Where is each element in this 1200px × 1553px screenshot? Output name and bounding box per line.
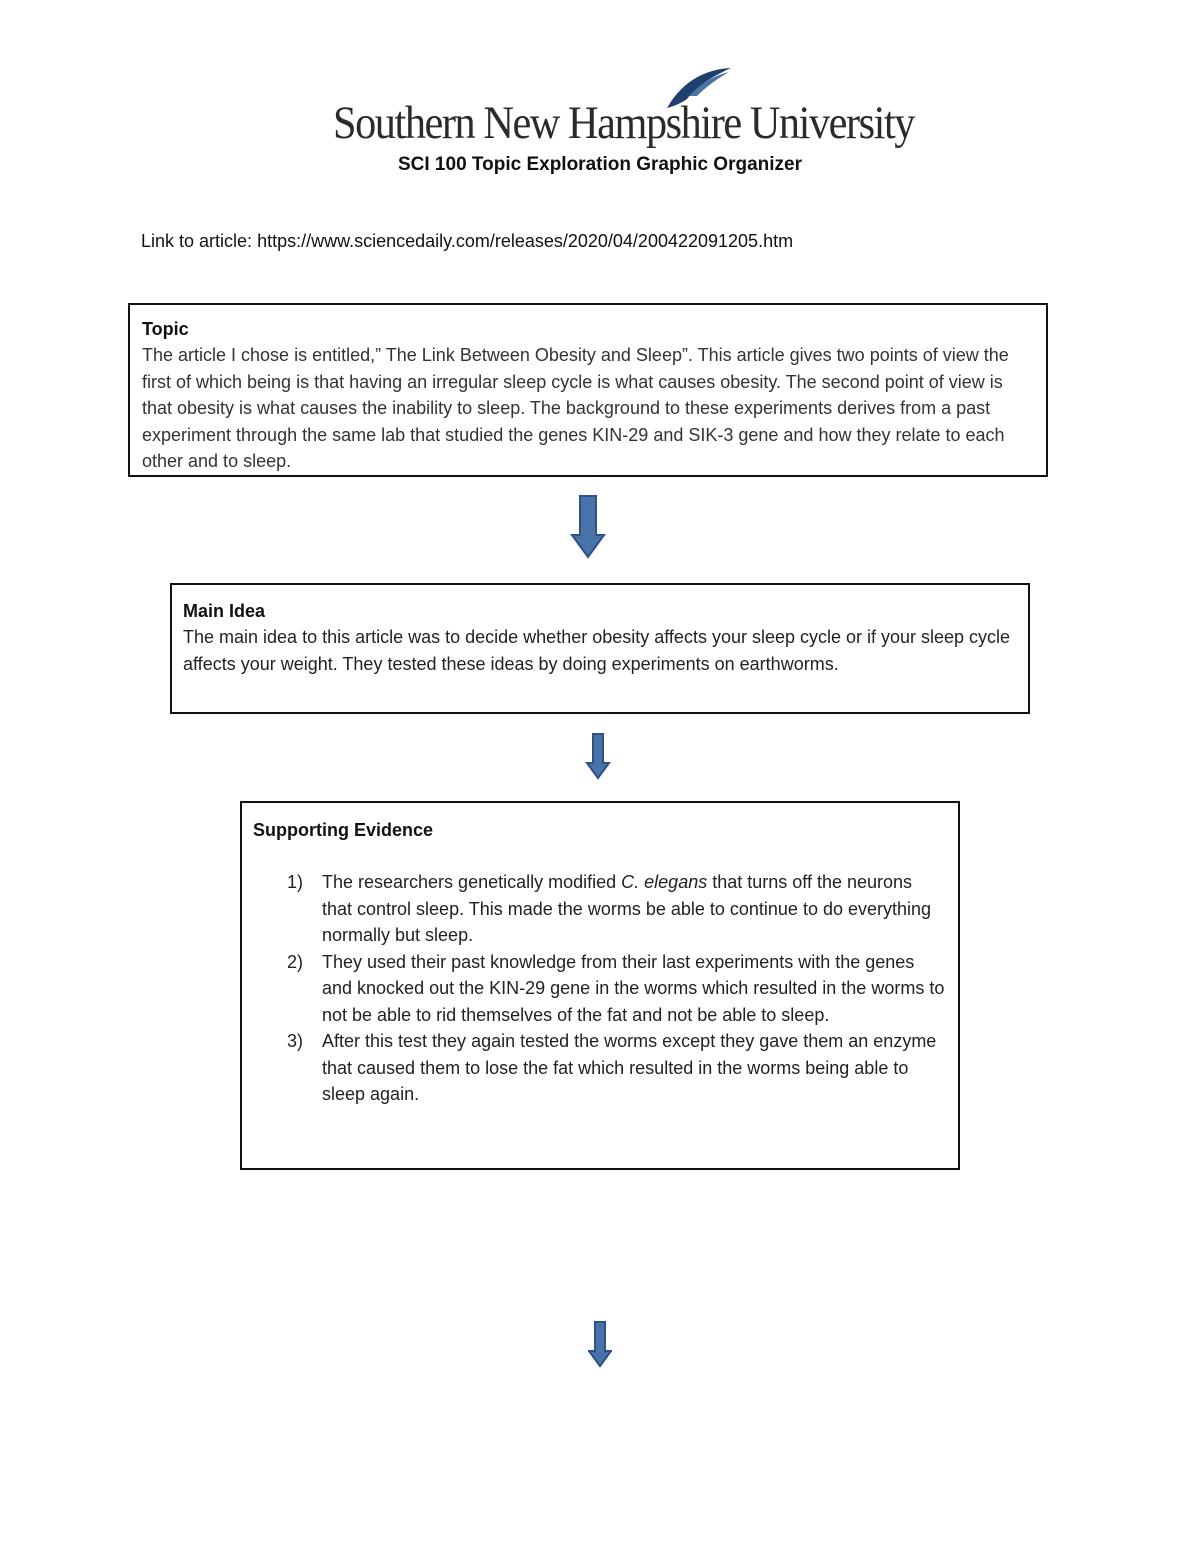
article-link-url[interactable]: https://www.sciencedaily.com/releases/2020/04/200422091205.htm bbox=[257, 231, 794, 251]
university-logo bbox=[333, 66, 914, 156]
species-name: C. elegans bbox=[621, 872, 708, 892]
main-idea-heading: Main Idea bbox=[183, 601, 266, 621]
main-idea-box bbox=[170, 583, 1030, 714]
main-idea-body: The main idea to this article was to decide whether obesity affects your sleep cycle or if your sleep cycle affects your weight. They tested these ideas by doing experiments on earthworms. bbox=[183, 627, 1011, 674]
supporting-evidence-box bbox=[240, 801, 960, 1170]
logo-swoosh-icon bbox=[663, 66, 733, 110]
down-arrow-icon bbox=[570, 495, 606, 559]
evidence-item bbox=[253, 949, 947, 1029]
evidence-item bbox=[253, 1028, 947, 1108]
topic-box bbox=[128, 303, 1048, 477]
evidence-item bbox=[253, 869, 947, 949]
document-title: SCI 100 Topic Exploration Graphic Organizer bbox=[397, 154, 803, 175]
logo-wordmark: Southern New Hampshire University bbox=[333, 97, 914, 149]
evidence-number: 3) bbox=[287, 1031, 304, 1051]
evidence-text: The researchers genetically modified C. elegans that turns off the neurons that control sleep. This made the worms be able to continue to do everything normally but sleep. bbox=[322, 872, 932, 945]
article-link-label: Link to article: bbox=[141, 231, 253, 251]
topic-heading: Topic bbox=[142, 319, 189, 339]
evidence-number: 1) bbox=[287, 872, 304, 892]
topic-body: The article I chose is entitled,” The Link Between Obesity and Sleep”. This article gives two points of view the first of which being is that having an irregular sleep cycle is what causes obesity. The second point of view is that obesity is what causes the inability to sleep. The background to these experiments derives from a past experiment through the same lab that studied the genes KIN-29 and SIK-3 gene and how they relate to each other and to sleep. bbox=[142, 345, 1009, 471]
down-arrow-icon bbox=[588, 1321, 612, 1368]
evidence-number: 2) bbox=[287, 951, 304, 972]
evidence-text: After this test they again tested the worms except they gave them an enzyme that caused them to lose the fat which resulted in the worms being able to sleep again. bbox=[322, 1031, 937, 1104]
down-arrow-icon bbox=[585, 733, 611, 780]
supporting-evidence-heading: Supporting Evidence bbox=[253, 820, 434, 840]
article-link-line bbox=[141, 231, 793, 252]
evidence-text: They used their past knowledge from their last experiments with the genes and knocked out the KIN-29 gene in the worms which resulted in the worms to not be able to rid themselves of the fat and not be able to sleep. bbox=[322, 951, 945, 1025]
